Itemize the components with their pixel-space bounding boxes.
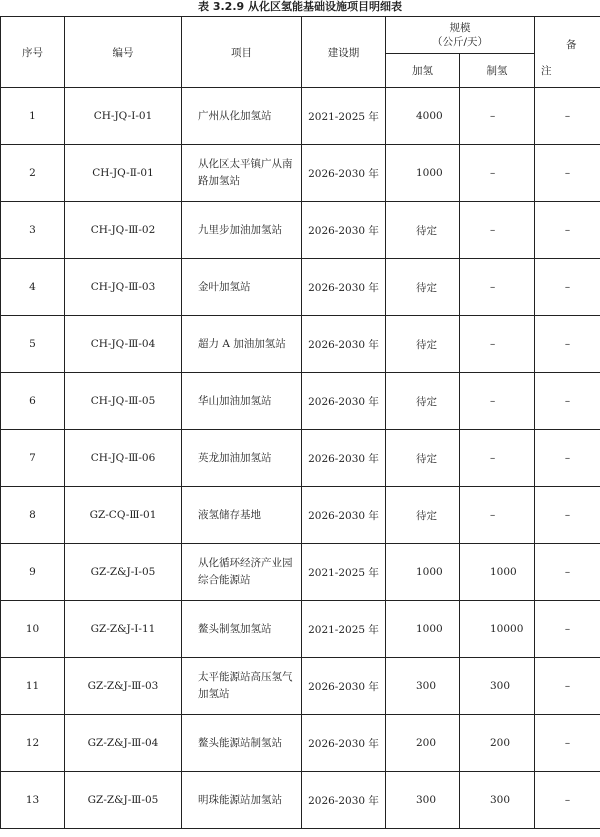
cell-production: 10000 <box>460 601 535 658</box>
table-row <box>1 259 600 316</box>
cell-hydrogenation: 待定 <box>386 430 460 487</box>
cell-period: 2026-2030 年 <box>302 259 386 316</box>
cell-remark: – <box>535 202 600 259</box>
cell-period: 2026-2030 年 <box>302 715 386 772</box>
header-scale-label: 规模 <box>449 22 471 34</box>
cell-production: – <box>460 373 535 430</box>
cell-remark: – <box>535 544 600 601</box>
cell-production: – <box>460 88 535 145</box>
cell-period: 2026-2030 年 <box>302 658 386 715</box>
header-remark-part2: 注 <box>541 65 552 77</box>
cell-project: 九里步加油加氢站 <box>182 202 302 259</box>
cell-period: 2026-2030 年 <box>302 145 386 202</box>
cell-index: 13 <box>1 772 65 829</box>
table-row <box>1 601 600 658</box>
cell-code: CH-JQ-Ⅰ-01 <box>65 88 182 145</box>
table-row <box>1 544 600 601</box>
cell-period: 2026-2030 年 <box>302 772 386 829</box>
cell-project: 明珠能源站加氢站 <box>182 772 302 829</box>
table-row <box>1 316 600 373</box>
cell-code: CH-JQ-Ⅱ-01 <box>65 145 182 202</box>
cell-hydrogenation: 300 <box>386 658 460 715</box>
cell-index: 5 <box>1 316 65 373</box>
cell-hydrogenation: 300 <box>386 772 460 829</box>
cell-hydrogenation: 待定 <box>386 259 460 316</box>
cell-production: 200 <box>460 715 535 772</box>
cell-code: GZ-Z&J-Ⅰ-11 <box>65 601 182 658</box>
cell-remark: – <box>535 88 600 145</box>
cell-project: 从化区太平镇广从南路加氢站 <box>182 145 302 202</box>
cell-period: 2026-2030 年 <box>302 373 386 430</box>
cell-hydrogenation: 200 <box>386 715 460 772</box>
cell-remark: – <box>535 316 600 373</box>
cell-index: 1 <box>1 88 65 145</box>
cell-index: 12 <box>1 715 65 772</box>
cell-code: GZ-Z&J-Ⅲ-05 <box>65 772 182 829</box>
cell-remark: – <box>535 145 600 202</box>
cell-period: 2026-2030 年 <box>302 430 386 487</box>
cell-production: – <box>460 202 535 259</box>
table-row <box>1 487 600 544</box>
cell-code: CH-JQ-Ⅲ-05 <box>65 373 182 430</box>
cell-code: GZ-CQ-Ⅲ-01 <box>65 487 182 544</box>
cell-project: 鳌头制氢加氢站 <box>182 601 302 658</box>
cell-production: 300 <box>460 772 535 829</box>
cell-index: 2 <box>1 145 65 202</box>
cell-remark: – <box>535 487 600 544</box>
header-row <box>1 17 600 54</box>
header-period: 建设期 <box>302 17 386 88</box>
cell-remark: – <box>535 601 600 658</box>
cell-hydrogenation: 待定 <box>386 373 460 430</box>
cell-hydrogenation: 待定 <box>386 487 460 544</box>
cell-index: 7 <box>1 430 65 487</box>
cell-remark: – <box>535 772 600 829</box>
table-row <box>1 373 600 430</box>
table-title: 表 3.2.9 从化区氢能基础设施项目明细表 <box>198 0 402 13</box>
cell-remark: – <box>535 430 600 487</box>
cell-remark: – <box>535 373 600 430</box>
cell-project: 从化循环经济产业园综合能源站 <box>182 544 302 601</box>
cell-code: GZ-Z&J-Ⅲ-04 <box>65 715 182 772</box>
cell-project: 液氢储存基地 <box>182 487 302 544</box>
cell-period: 2026-2030 年 <box>302 487 386 544</box>
cell-index: 8 <box>1 487 65 544</box>
cell-remark: – <box>535 715 600 772</box>
cell-hydrogenation: 4000 <box>386 88 460 145</box>
cell-period: 2021-2025 年 <box>302 88 386 145</box>
table-row <box>1 202 600 259</box>
cell-code: GZ-Z&J-Ⅲ-03 <box>65 658 182 715</box>
cell-project: 鳌头能源站制氢站 <box>182 715 302 772</box>
cell-production: – <box>460 487 535 544</box>
cell-production: – <box>460 145 535 202</box>
table-row <box>1 715 600 772</box>
table-row <box>1 772 600 829</box>
header-hydrogenation: 加氢 <box>386 54 460 88</box>
cell-code: CH-JQ-Ⅲ-06 <box>65 430 182 487</box>
header-scale-unit: （公斤/天） <box>431 36 489 48</box>
cell-project: 华山加油加氢站 <box>182 373 302 430</box>
cell-project: 广州从化加氢站 <box>182 88 302 145</box>
header-remark-part1: 备 <box>566 39 577 51</box>
cell-project: 英龙加油加氢站 <box>182 430 302 487</box>
cell-hydrogenation: 1000 <box>386 544 460 601</box>
cell-index: 9 <box>1 544 65 601</box>
cell-hydrogenation: 待定 <box>386 316 460 373</box>
cell-production: – <box>460 316 535 373</box>
header-code: 编号 <box>65 17 182 88</box>
cell-production: 1000 <box>460 544 535 601</box>
cell-index: 6 <box>1 373 65 430</box>
cell-project: 超力 A 加油加氢站 <box>182 316 302 373</box>
cell-remark: – <box>535 259 600 316</box>
cell-index: 3 <box>1 202 65 259</box>
cell-period: 2021-2025 年 <box>302 601 386 658</box>
hydrogen-projects-table <box>0 16 600 829</box>
cell-index: 4 <box>1 259 65 316</box>
header-index: 序号 <box>1 17 65 88</box>
table-row <box>1 88 600 145</box>
cell-period: 2026-2030 年 <box>302 202 386 259</box>
cell-production: 300 <box>460 658 535 715</box>
cell-period: 2021-2025 年 <box>302 544 386 601</box>
cell-code: CH-JQ-Ⅲ-03 <box>65 259 182 316</box>
header-scale <box>386 17 535 54</box>
cell-period: 2026-2030 年 <box>302 316 386 373</box>
table-row <box>1 430 600 487</box>
cell-hydrogenation: 待定 <box>386 202 460 259</box>
cell-hydrogenation: 1000 <box>386 145 460 202</box>
cell-index: 11 <box>1 658 65 715</box>
cell-hydrogenation: 1000 <box>386 601 460 658</box>
cell-project: 金叶加氢站 <box>182 259 302 316</box>
table-body <box>1 17 600 829</box>
cell-code: CH-JQ-Ⅲ-02 <box>65 202 182 259</box>
cell-project: 太平能源站高压氢气加氢站 <box>182 658 302 715</box>
cell-production: – <box>460 430 535 487</box>
cell-code: GZ-Z&J-Ⅰ-05 <box>65 544 182 601</box>
table-row <box>1 145 600 202</box>
header-production: 制氢 <box>460 54 535 88</box>
header-remark <box>535 17 600 88</box>
table-row <box>1 658 600 715</box>
cell-code: CH-JQ-Ⅲ-04 <box>65 316 182 373</box>
header-project: 项目 <box>182 17 302 88</box>
cell-production: – <box>460 259 535 316</box>
cell-index: 10 <box>1 601 65 658</box>
cell-remark: – <box>535 658 600 715</box>
